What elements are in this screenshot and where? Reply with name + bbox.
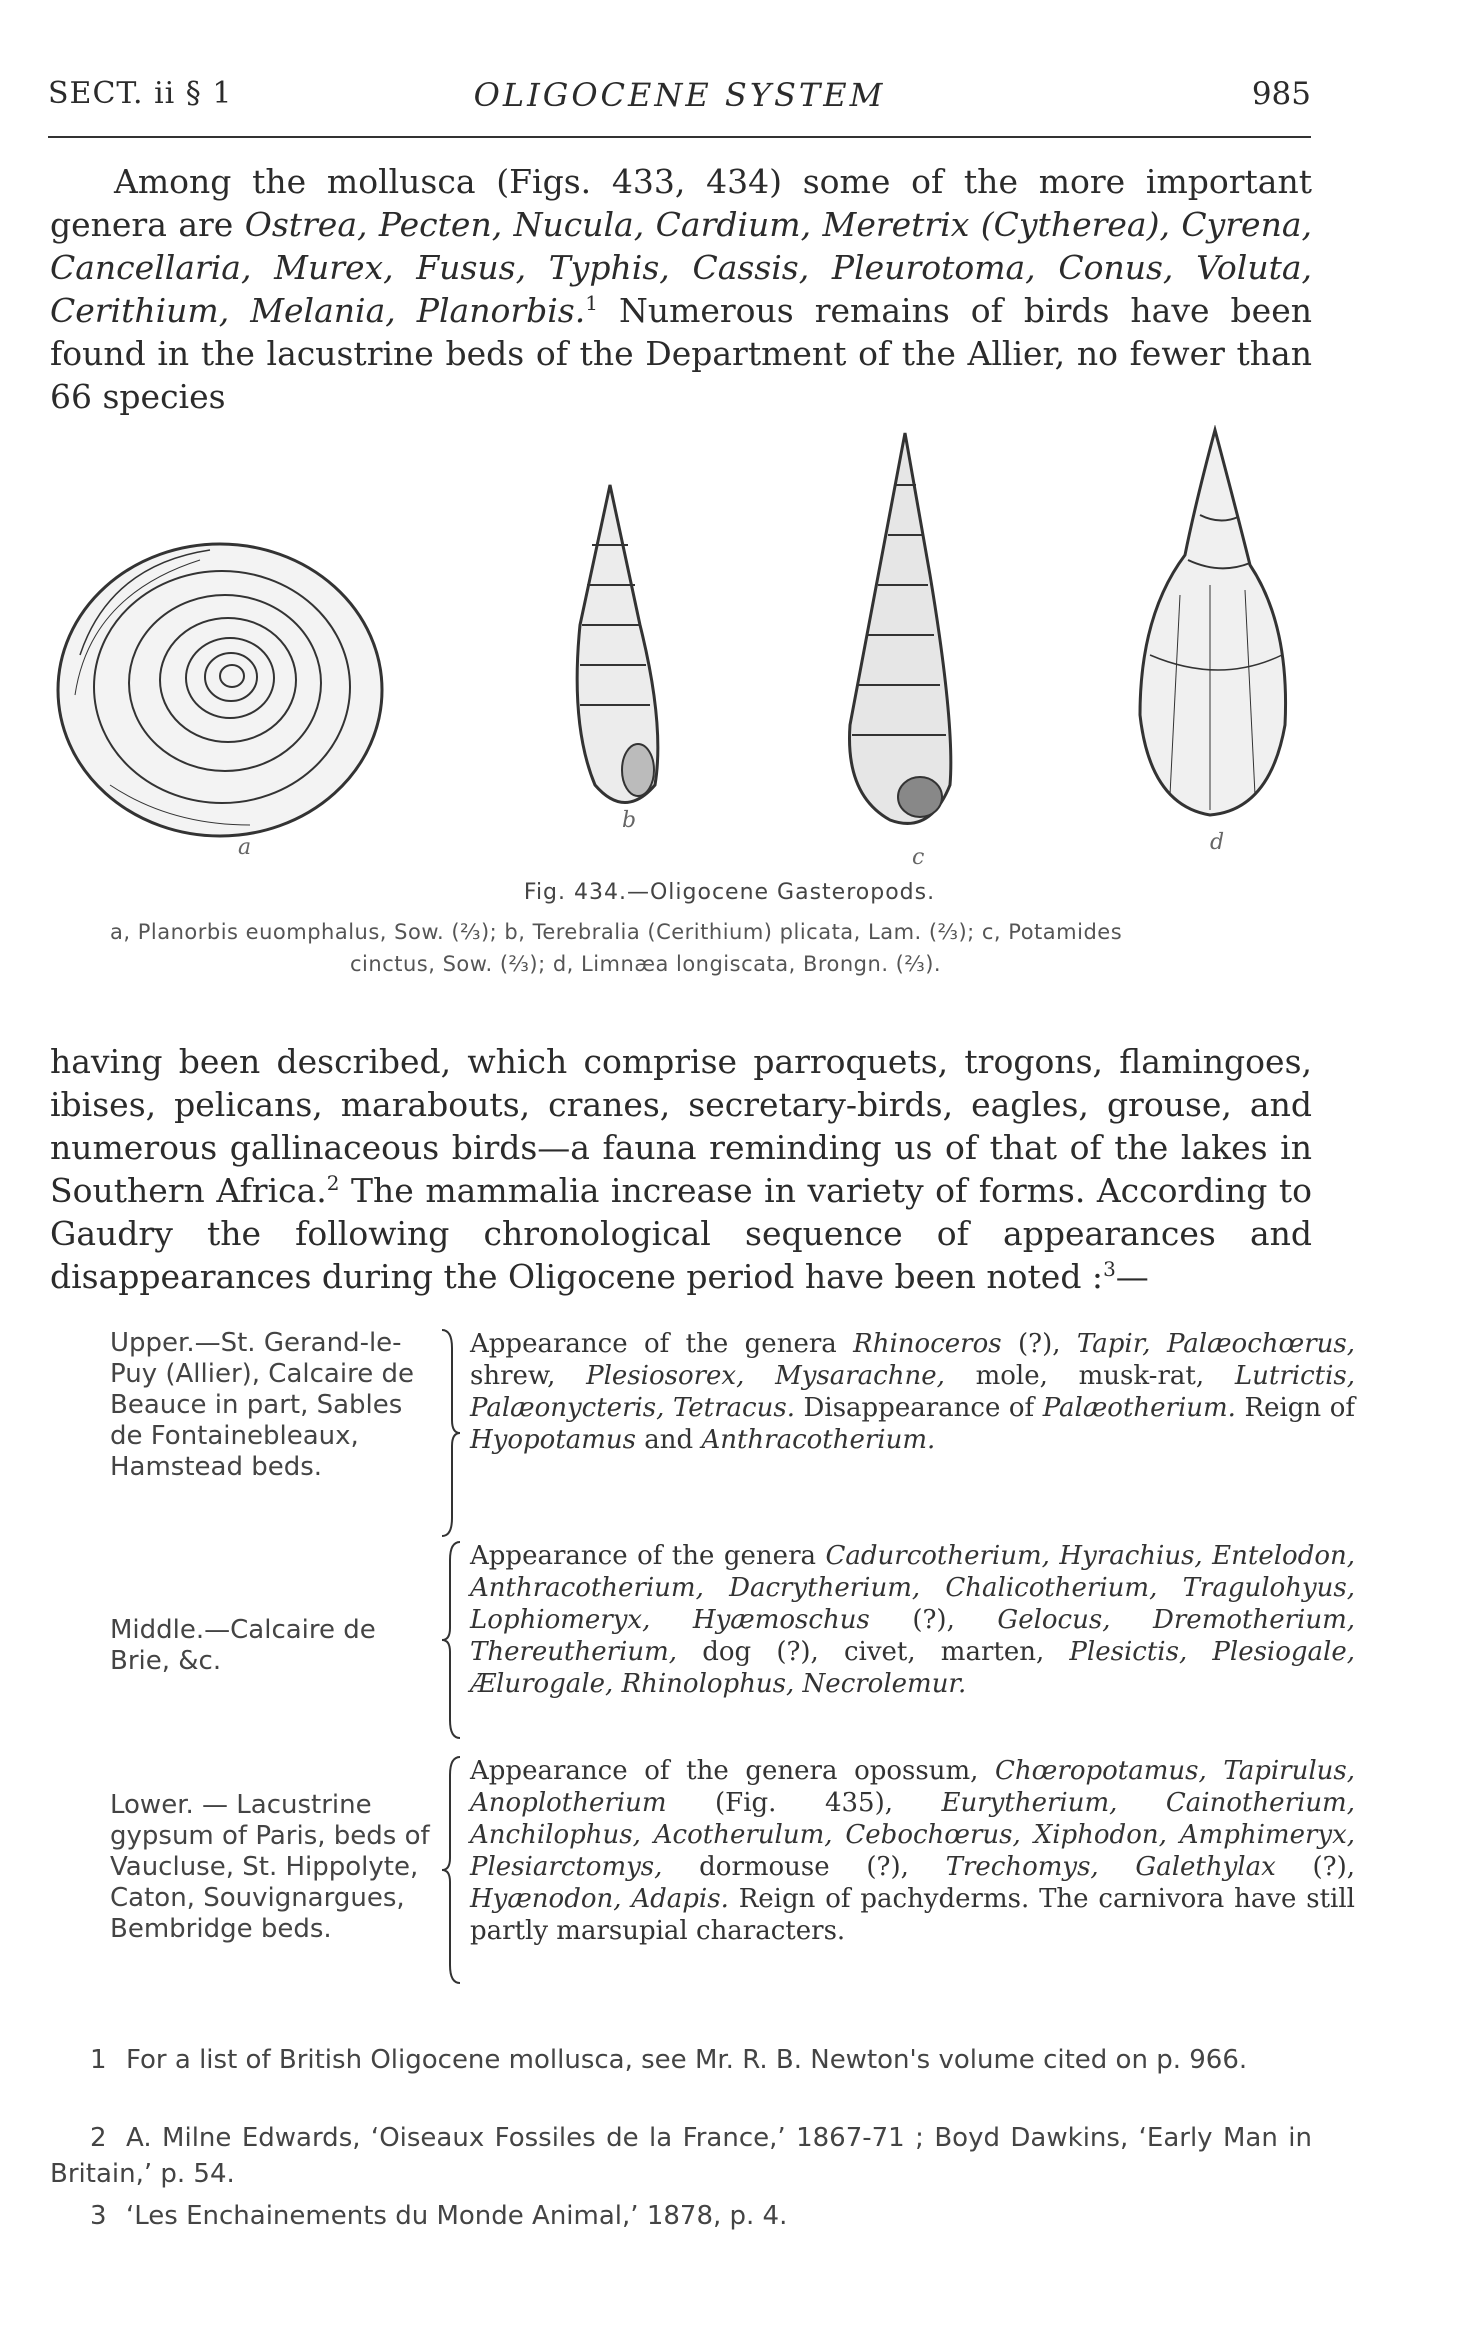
- figure-caption: [110, 916, 1240, 980]
- page-title: OLIGOCENE SYSTEM: [473, 76, 886, 114]
- figure-letter-a: a: [238, 835, 252, 860]
- footnote-3: [50, 2198, 1312, 2234]
- stratum-upper-description: Appearance of the genera Rhinoceros (?), Tapir, Palæochœrus, shrew, Plesiosorex, Mysarachne, mole, musk-rat, Lutrictis, Palæonycteris, Tetracus. Disappearance of Palæotherium. Reign of Hyopotamus and Anthracotherium.: [470, 1329, 1355, 1455]
- footnote-ref-1[interactable]: 1: [585, 291, 598, 315]
- footnote-1-number: 1: [90, 2045, 107, 2075]
- figure-caption-line-2: cinctus, Sow. (⅔); d, Limnæa longiscata, Brongn. (⅔).: [350, 952, 942, 976]
- para1-text-b: Numerous remains of birds have been found in the lacustrine beds of the Department of the Allier, no fewer than 66 species: [50, 291, 1312, 416]
- figure-letter-d: d: [1210, 830, 1225, 855]
- stratum-upper: [110, 1328, 1355, 1538]
- running-header: [48, 76, 1311, 120]
- potamides-shell: [850, 433, 951, 823]
- paragraph-mollusca: [50, 160, 1312, 418]
- footnote-1-text: For a list of British Oligocene mollusca, see Mr. R. B. Newton's volume cited on p. 966.: [126, 2045, 1248, 2075]
- stratum-middle: [110, 1540, 1355, 1740]
- footnote-ref-2[interactable]: 2: [326, 1171, 340, 1195]
- para2-text-c: —: [1115, 1257, 1149, 1296]
- brace-middle: [440, 1540, 462, 1740]
- stratum-middle-description: Appearance of the genera Cadurcotherium, Hyrachius, Entelodon, Anthracotherium, Dacrytherium, Chalicotherium, Tragulohyus, Lophiomeryx, Hyæmoschus (?), Gelocus, Dremotherium, Thereutherium, dog (?), civet, marten, Plesictis, Plesiogale, Ælurogale, Rhinolophus, Necrolemur.: [470, 1541, 1355, 1699]
- para2-text-b: The mammalia increase in variety of forms. According to Gaudry the following chronological sequence of appearances and disappearances during the Oligocene period have been noted :: [50, 1171, 1313, 1296]
- stratum-middle-label: Middle.—Calcaire de Brie, &c.: [110, 1615, 376, 1676]
- footnote-3-number: 3: [90, 2201, 107, 2231]
- section-label: SECT. ii § 1: [48, 76, 233, 111]
- figure-letter-c: c: [912, 845, 925, 870]
- stratum-lower-description: Appearance of the genera opossum, Chœropotamus, Tapirulus, Anoplotherium (Fig. 435), Eurytherium, Cainotherium, Anchilophus, Acotherulum, Cebochœrus, Xiphodon, Amphimeryx, Plesiarctomys, dormouse (?), Trechomys, Galethylax (?), Hyænodon, Adapis. Reign of pachyderms. The carnivora have still partly marsupial characters.: [470, 1756, 1355, 1946]
- footnote-2: [50, 2120, 1312, 2192]
- limnaea-shell: [1140, 430, 1286, 815]
- footnote-1: [50, 2042, 1312, 2078]
- gasteropods-illustration: [50, 425, 1312, 865]
- header-rule: [48, 136, 1311, 138]
- footnote-ref-3[interactable]: 3: [1103, 1257, 1116, 1281]
- terebralia-shell: [577, 485, 658, 803]
- page-number: 985: [1251, 76, 1311, 112]
- para1-text-a: Among the mollusca (Figs. 433, 434) some of the more important genera are: [50, 162, 1312, 244]
- footnote-2-number: 2: [90, 2123, 107, 2153]
- stratum-lower-label: Lower. — Lacustrine gypsum of Paris, beds of Vaucluse, St. Hippolyte, Caton, Souvignargues, Bembridge beds.: [110, 1790, 430, 1944]
- para1-genera: Ostrea, Pecten, Nucula, Cardium, Meretrix (Cytherea), Cyrena, Cancellaria, Murex, Fusus, Typhis, Cassis, Pleurotoma, Conus, Voluta, Cerithium, Melania, Planorbis.: [50, 205, 1313, 330]
- planorbis-shell: [58, 544, 382, 836]
- footnote-3-text: ‘Les Enchainements du Monde Animal,’ 1878, p. 4.: [126, 2201, 788, 2231]
- figure-letter-b: b: [622, 808, 637, 833]
- footnote-2-text: A. Milne Edwards, ‘Oiseaux Fossiles de la France,’ 1867-71 ; Boyd Dawkins, ‘Early Man in Britain,’ p. 54.: [50, 2123, 1312, 2189]
- para2-text-a: having been described, which comprise parroquets, trogons, flamingoes, ibises, pelicans, marabouts, cranes, secretary-birds, eagles, grouse, and numerous gallinaceous birds—a fauna reminding us of that of the lakes in Southern Africa.: [50, 1042, 1312, 1210]
- brace-lower: [440, 1755, 462, 1985]
- brace-upper: [440, 1328, 462, 1538]
- paragraph-birds-mammalia: [50, 1040, 1312, 1298]
- figure-caption-title: Fig. 434.—Oligocene Gasteropods.: [523, 880, 936, 905]
- figure-caption-line-1: a, Planorbis euomphalus, Sow. (⅔); b, Terebralia (Cerithium) plicata, Lam. (⅔); c, Potamides: [110, 920, 1123, 944]
- stratum-lower: [110, 1755, 1355, 1985]
- stratum-upper-label: Upper.—St. Gerand-le-Puy (Allier), Calcaire de Beauce in part, Sables de Fontainebleaux, Hamstead beds.: [110, 1328, 414, 1482]
- figure-434: [50, 425, 1312, 870]
